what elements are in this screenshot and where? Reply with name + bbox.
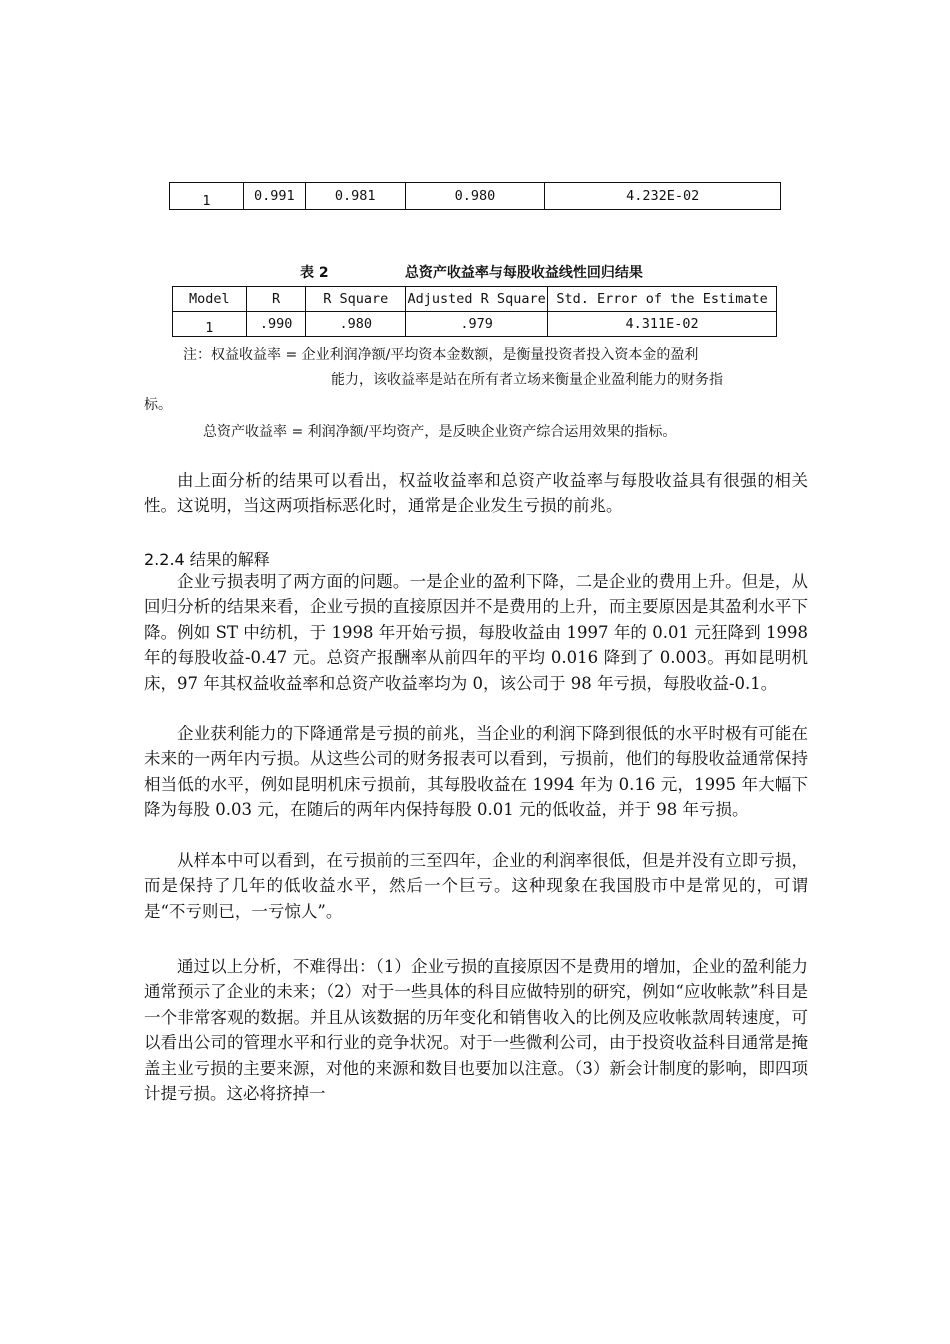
table-row — [173, 312, 777, 337]
table-cell-r: .990 — [246, 312, 306, 337]
table-cell-r-square: 0.981 — [305, 183, 405, 210]
table-cell-std-error: 4.232E-02 — [545, 183, 781, 210]
regression-table-2 — [172, 286, 777, 337]
table-header-cell: R Square — [306, 287, 406, 312]
table-cell-model: 1 — [170, 183, 244, 210]
table-row — [170, 183, 781, 210]
table-header-cell: R — [246, 287, 306, 312]
note-line-3: 标。 — [144, 397, 172, 413]
table-cell-model: 1 — [173, 312, 247, 337]
table-caption-title: 总资产收益率与每股收益线性回归结果 — [404, 265, 643, 281]
table-header-row — [173, 287, 777, 312]
table-cell-adjusted-r-square: .979 — [406, 312, 548, 337]
table-cell-r: 0.991 — [243, 183, 305, 210]
table-cell-r-square: .980 — [306, 312, 406, 337]
table-header-cell: Adjusted R Square — [406, 287, 548, 312]
table-2-caption — [300, 262, 643, 282]
table-header-cell: Std. Error of the Estimate — [548, 287, 777, 312]
paragraph-1: 由上面分析的结果可以看出，权益收益率和总资产收益率与每股收益具有很强的相关性。这说明，当这两项指标恶化时，通常是企业发生亏损的前兆。 — [144, 471, 808, 516]
table-header-cell: Model — [173, 287, 247, 312]
paragraph-3: 企业获利能力的下降通常是亏损的前兆，当企业的利润下降到很低的水平时极有可能在未来的一两年内亏损。从这些公司的财务报表可以看到，亏损前，他们的每股收益通常保持相当低的水平，例如昆明机床亏损前，其每股收益在 1994 年为 0.16 元，1995 年大幅下降为每股 0.03 元，在随后的两年内保持每股 0.01 元的低收益，并于 98 年亏损。 — [144, 724, 808, 820]
note-line-1: 注：权益收益率 = 企业利润净额/平均资本金数额，是衡量投资者投入资本金的盈利 — [183, 347, 699, 363]
table-cell-adjusted-r-square: 0.980 — [405, 183, 545, 210]
table-cell-std-error: 4.311E-02 — [548, 312, 777, 337]
paragraph-4: 从样本中可以看到，在亏损前的三至四年，企业的利润率很低，但是并没有立即亏损，而是保持了几年的低收益水平，然后一个巨亏。这种现象在我国股市中是常见的，可谓是“不亏则已，一亏惊人”。 — [144, 851, 808, 921]
paragraph-2: 企业亏损表明了两方面的问题。一是企业的盈利下降，二是企业的费用上升。但是，从回归分析的结果来看，企业亏损的直接原因并不是费用的上升，而主要原因是其盈利水平下降。例如 ST 中纺机，于 1998 年开始亏损，每股收益由 1997 年的 0.01 元狂降到 1998 年的每股收益-0.47 元。总资产报酬率从前四年的平均 0.016 降到了 0.003。再如昆明机床，97 年其权益收益率和总资产收益率均为 0，该公司于 98 年亏损，每股收益-0.1。 — [144, 572, 808, 693]
section-heading: 2.2.4 结果的解释 — [144, 550, 270, 569]
regression-table-1 — [169, 182, 781, 210]
paragraph-5: 通过以上分析，不难得出：（1）企业亏损的直接原因不是费用的增加，企业的盈利能力通常预示了企业的未来；（2）对于一些具体的科目应做特别的研究，例如“应收帐款”科目是一个非常客观的数据。并且从该数据的历年变化和销售收入的比例及应收帐款周转速度，可以看出公司的管理水平和行业的竞争状况。对于一些微利公司，由于投资收益科目通常是掩盖主业亏损的主要来源，对他的来源和数目也要加以注意。（3）新会计制度的影响，即四项计提亏损。这必将挤掉一 — [144, 957, 808, 1104]
table-caption-number: 表 2 — [300, 265, 329, 281]
note-line-2: 能力，该收益率是站在所有者立场来衡量企业盈利能力的财务指 — [331, 372, 723, 388]
note-line-4: 总资产收益率 = 利润净额/平均资产，是反映企业资产综合运用效果的指标。 — [203, 424, 677, 440]
